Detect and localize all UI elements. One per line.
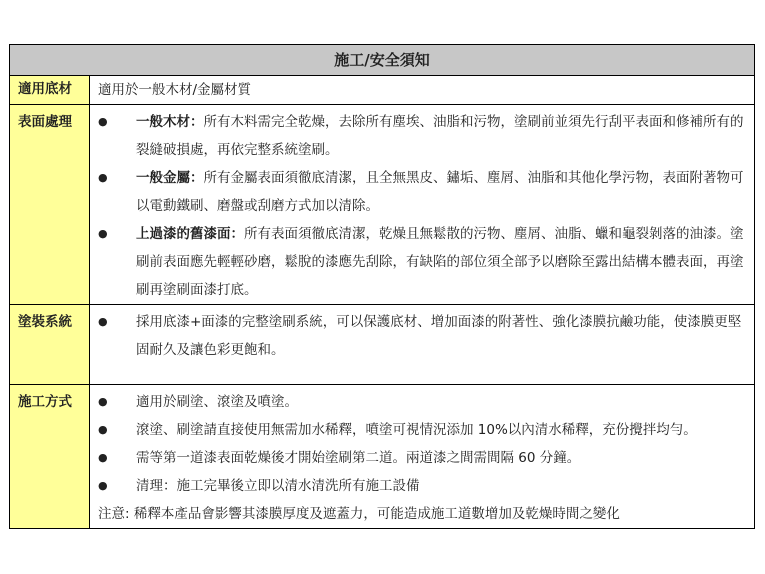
row-text-substrate: 適用於一般木材/金屬材質 — [90, 76, 755, 105]
item-text: 所有木料需完全乾燥，去除所有塵埃、油脂和污物，塗刷前並須先行刮平表面和修補所有的裂縫破損處，再依完整系統塗刷。 — [136, 114, 744, 158]
list-item — [98, 164, 746, 220]
row-substrate — [10, 76, 755, 105]
safety-instructions-sheet — [9, 44, 755, 529]
row-surface — [10, 105, 755, 305]
item-heading: 一般木材： — [136, 114, 204, 130]
item-text: 滾塗、刷塗請直接使用無需加水稀釋，噴塗可視情況添加 10%以內清水稀釋，充份攪拌均勻。 — [136, 422, 697, 438]
list-item — [98, 444, 746, 472]
item-text: 適用於刷塗、滾塗及噴塗。 — [136, 394, 298, 410]
list-item — [98, 416, 746, 444]
bullet-icon: ● — [98, 423, 108, 436]
row-label-method: 施工方式 — [10, 385, 90, 529]
bullet-icon: ● — [98, 315, 108, 328]
item-text: 需等第一道漆表面乾燥後才開始塗刷第二道。兩道漆之間需間隔 60 分鐘。 — [136, 450, 581, 466]
instructions-table — [9, 44, 755, 529]
row-content-system — [90, 305, 755, 385]
item-heading: 上過漆的舊漆面： — [136, 226, 244, 242]
list-item — [98, 108, 746, 164]
bullet-icon: ● — [98, 395, 108, 408]
title-row — [10, 45, 755, 76]
row-system — [10, 305, 755, 385]
bullet-icon: ● — [98, 479, 108, 492]
item-text: 所有金屬表面須徹底清潔，且全無黑皮、鏽垢、塵屑、油脂和其他化學污物，表面附著物可以電動鐵刷、磨盤或刮磨方式加以清除。 — [136, 170, 744, 214]
item-text: 採用底漆+面漆的完整塗刷系統，可以保護底材、增加面漆的附著性、強化漆膜抗鹼功能，使漆膜更堅固耐久及讓色彩更飽和。 — [136, 314, 742, 358]
row-label-substrate: 適用底材 — [10, 76, 90, 105]
list-item — [98, 220, 746, 304]
row-label-surface: 表面處理 — [10, 105, 90, 305]
bullet-icon: ● — [98, 227, 108, 240]
row-method — [10, 385, 755, 529]
row-content-method — [90, 385, 755, 529]
list-item — [98, 472, 746, 500]
item-heading: 一般金屬： — [136, 170, 204, 186]
item-text: 所有表面須徹底清潔，乾燥且無鬆散的污物、塵屑、油脂、蠟和龜裂剝落的油漆。塗刷前表面應先輕輕砂磨，鬆脫的漆應先刮除，有缺陷的部位須全部予以磨除至露出結構本體表面，再塗刷再塗刷面漆打底。 — [136, 226, 744, 298]
row-label-system: 塗裝系統 — [10, 305, 90, 385]
list-item — [98, 308, 746, 364]
row-content-surface — [90, 105, 755, 305]
bullet-icon: ● — [98, 171, 108, 184]
list-item — [98, 388, 746, 416]
dilution-note: 注意: 稀釋本產品會影響其漆膜厚度及遮蓋力，可能造成施工道數增加及乾燥時間之變化 — [98, 506, 620, 522]
item-text: 清理：施工完畢後立即以清水清洗所有施工設備 — [136, 478, 420, 494]
table-title: 施工/安全須知 — [10, 45, 755, 76]
bullet-icon: ● — [98, 451, 108, 464]
bullet-icon: ● — [98, 115, 108, 128]
